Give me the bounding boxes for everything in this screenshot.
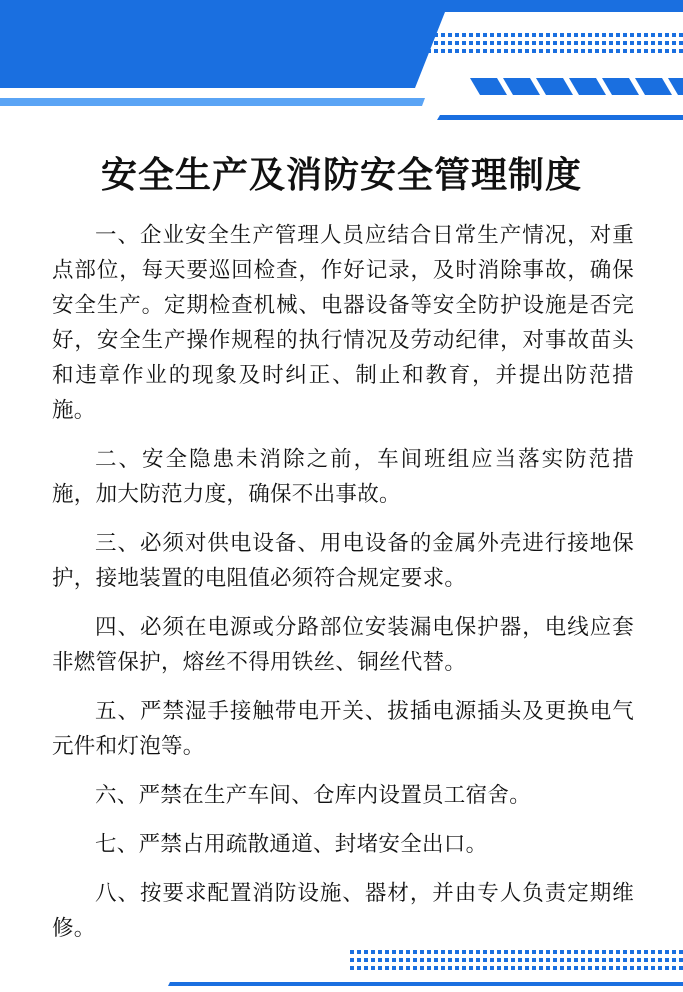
regulation-item-8: 八、按要求配置消防设施、器材，并由专人负责定期维修。 — [52, 881, 634, 941]
dot — [490, 41, 494, 45]
dot — [490, 49, 494, 53]
dot — [560, 49, 564, 53]
dot — [525, 33, 529, 37]
dot — [672, 958, 676, 962]
dot — [567, 33, 571, 37]
dot — [644, 950, 648, 954]
dot — [399, 33, 403, 37]
dot — [637, 41, 641, 45]
dot — [364, 33, 368, 37]
dot — [623, 49, 627, 53]
dot — [378, 49, 382, 53]
dot — [511, 33, 515, 37]
dot — [434, 33, 438, 37]
dot — [350, 49, 354, 53]
dot — [448, 41, 452, 45]
dot — [476, 49, 480, 53]
dot — [392, 49, 396, 53]
top-stripes — [470, 78, 683, 95]
dot — [476, 33, 480, 37]
dot — [483, 41, 487, 45]
dot — [392, 33, 396, 37]
dot — [371, 49, 375, 53]
regulation-item-2: 二、安全隐患未消除之前，车间班组应当落实防范措施，加大防范力度，确保不出事故。 — [52, 447, 634, 507]
dot — [399, 49, 403, 53]
dot — [497, 33, 501, 37]
dot — [518, 33, 522, 37]
dot — [420, 33, 424, 37]
dot — [637, 958, 641, 962]
dot — [420, 41, 424, 45]
dot — [665, 33, 669, 37]
dot — [511, 41, 515, 45]
dot — [644, 958, 648, 962]
dot — [434, 49, 438, 53]
dot — [665, 49, 669, 53]
dot — [469, 33, 473, 37]
regulation-item-1: 一、企业安全生产管理人员应结合日常生产情况，对重点部位，每天要巡回检查，作好记录，及时消除事故，确保安全生产。定期检查机械、电器设备等安全防护设施是否完好，安全生产操作规程的执行情况及劳动纪律，对事故苗头和违章作业的现象及时纠正、制止和教育，并提出防范措施。 — [52, 223, 634, 423]
dot — [511, 49, 515, 53]
top-blue-band — [0, 0, 683, 88]
dot — [672, 33, 676, 37]
dot — [469, 41, 473, 45]
regulation-item-4: 四、必须在电源或分路部位安装漏电保护器，电线应套非燃管保护，熔丝不得用铁丝、铜丝代替。 — [52, 615, 634, 675]
dot — [616, 41, 620, 45]
dot — [357, 49, 361, 53]
dot — [532, 33, 536, 37]
dot — [581, 33, 585, 37]
dot — [462, 41, 466, 45]
dot — [504, 33, 508, 37]
dot — [364, 41, 368, 45]
dot — [609, 41, 613, 45]
dot — [602, 33, 606, 37]
dot — [560, 33, 564, 37]
dot — [637, 950, 641, 954]
dot — [630, 49, 634, 53]
dot — [371, 33, 375, 37]
dot — [385, 33, 389, 37]
dot — [525, 49, 529, 53]
dot — [651, 49, 655, 53]
dot — [532, 49, 536, 53]
dot — [427, 33, 431, 37]
dot — [518, 49, 522, 53]
dot — [623, 41, 627, 45]
dot — [588, 33, 592, 37]
dot — [539, 41, 543, 45]
dot — [679, 33, 683, 37]
dot — [441, 41, 445, 45]
dot — [406, 49, 410, 53]
dot — [364, 49, 368, 53]
dot — [469, 49, 473, 53]
dot — [679, 950, 683, 954]
dot — [665, 950, 669, 954]
dot — [413, 49, 417, 53]
dot — [483, 33, 487, 37]
dot — [399, 41, 403, 45]
regulation-body — [52, 218, 634, 960]
dot — [413, 33, 417, 37]
dot — [679, 958, 683, 962]
dot — [378, 33, 382, 37]
dot — [406, 41, 410, 45]
dot — [455, 41, 459, 45]
dot — [616, 49, 620, 53]
dot — [658, 950, 662, 954]
dot — [462, 49, 466, 53]
dot — [462, 33, 466, 37]
dot — [357, 33, 361, 37]
dot — [672, 950, 676, 954]
dot — [672, 49, 676, 53]
dot — [658, 33, 662, 37]
dot — [602, 41, 606, 45]
dot — [560, 41, 564, 45]
dot — [630, 33, 634, 37]
dot — [539, 49, 543, 53]
dot — [602, 49, 606, 53]
regulation-item-3: 三、必须对供电设备、用电设备的金属外壳进行接地保护，接地装置的电阻值必须符合规定要求。 — [52, 531, 634, 591]
dot — [546, 33, 550, 37]
dot — [455, 49, 459, 53]
top-dots — [350, 33, 683, 53]
dot — [497, 41, 501, 45]
dot — [672, 41, 676, 45]
dot — [574, 41, 578, 45]
dot — [665, 958, 669, 962]
dot — [385, 49, 389, 53]
dot — [574, 49, 578, 53]
dot — [413, 41, 417, 45]
dot — [609, 49, 613, 53]
dot — [497, 49, 501, 53]
dot — [679, 41, 683, 45]
dot — [595, 41, 599, 45]
dot — [392, 41, 396, 45]
dot — [595, 33, 599, 37]
dot — [378, 41, 382, 45]
dot — [490, 33, 494, 37]
dot — [581, 41, 585, 45]
dot — [679, 49, 683, 53]
dot — [357, 41, 361, 45]
dot — [539, 33, 543, 37]
dot — [644, 33, 648, 37]
dot — [427, 41, 431, 45]
dot — [644, 41, 648, 45]
regulation-item-5: 五、严禁湿手接触带电开关、拔插电源插头及更换电气元件和灯泡等。 — [52, 699, 634, 759]
dot — [441, 49, 445, 53]
dot — [595, 49, 599, 53]
dot — [574, 33, 578, 37]
top-thin-line — [0, 98, 425, 106]
dot — [427, 49, 431, 53]
dot — [609, 33, 613, 37]
dot — [581, 49, 585, 53]
dot — [588, 49, 592, 53]
dot — [665, 41, 669, 45]
dot — [455, 33, 459, 37]
dot — [553, 49, 557, 53]
regulation-item-6: 六、严禁在生产车间、仓库内设置员工宿舍。 — [95, 783, 532, 808]
dot — [546, 41, 550, 45]
dot — [476, 41, 480, 45]
dot — [630, 41, 634, 45]
regulation-item-7: 七、严禁占用疏散通道、封堵安全出口。 — [95, 832, 488, 857]
dot — [448, 49, 452, 53]
dot — [518, 41, 522, 45]
dot — [406, 33, 410, 37]
dot — [553, 33, 557, 37]
dot — [658, 49, 662, 53]
dot — [504, 41, 508, 45]
top-right-line — [437, 115, 683, 120]
dot — [504, 49, 508, 53]
dot — [567, 41, 571, 45]
dot — [385, 41, 389, 45]
dot — [567, 49, 571, 53]
dot — [434, 41, 438, 45]
dot — [588, 41, 592, 45]
dot — [658, 958, 662, 962]
dot — [532, 41, 536, 45]
dot — [644, 49, 648, 53]
dot — [546, 49, 550, 53]
dot — [441, 33, 445, 37]
dot — [637, 33, 641, 37]
page-title: 安全生产及消防安全管理制度 — [100, 155, 582, 196]
dot — [637, 49, 641, 53]
dot — [350, 33, 354, 37]
dot — [448, 33, 452, 37]
dot — [651, 41, 655, 45]
dot — [525, 41, 529, 45]
dot — [651, 33, 655, 37]
dot — [350, 41, 354, 45]
dot — [623, 33, 627, 37]
dot — [651, 950, 655, 954]
dot — [553, 41, 557, 45]
dot — [616, 33, 620, 37]
dot — [371, 41, 375, 45]
dot — [483, 49, 487, 53]
dot — [658, 41, 662, 45]
dot — [651, 958, 655, 962]
dot — [420, 49, 424, 53]
